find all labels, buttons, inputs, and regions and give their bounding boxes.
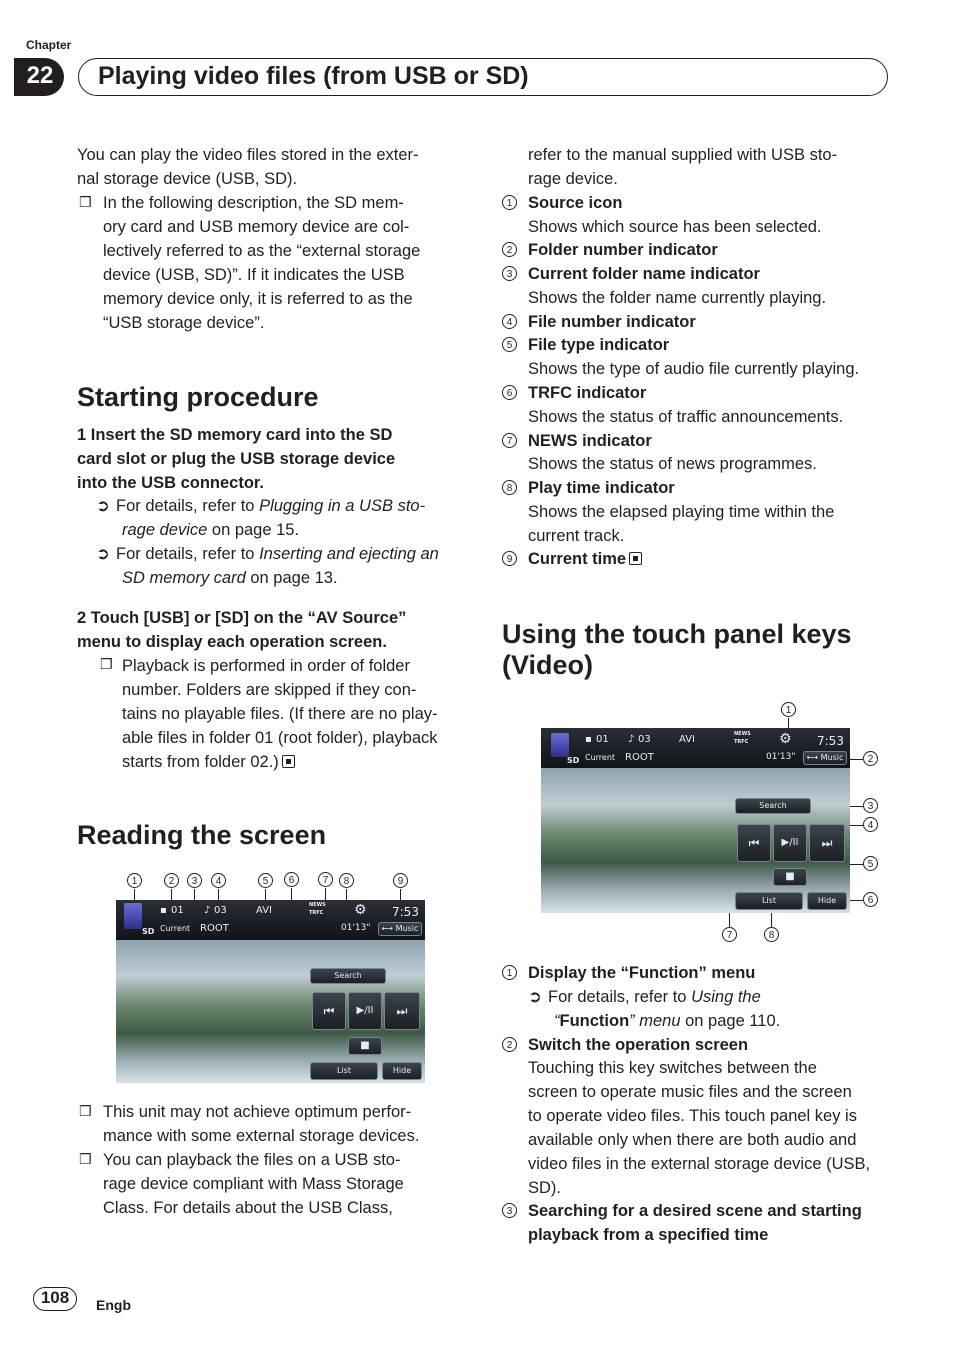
file-type: AVI <box>256 905 272 916</box>
ref-link: Plugging in a USB sto- <box>259 497 426 515</box>
ref-link: Inserting and ejecting an <box>259 545 439 563</box>
intro-line: nal storage device (USB, SD). <box>77 170 298 188</box>
callout-1: 1 <box>781 702 796 717</box>
step-line: 2 Touch [USB] or [SD] on the “AV Source” <box>77 609 407 627</box>
note-line: lectively referred to as the “external storage <box>103 242 421 260</box>
function-gear-icon[interactable]: ⚙ <box>354 902 367 918</box>
source-icon[interactable] <box>551 733 569 757</box>
intro-note <box>103 191 473 335</box>
item-description: Shows the elapsed playing time within the <box>528 503 835 521</box>
chapter-number: 22 <box>26 62 54 89</box>
source-icon[interactable] <box>124 903 142 929</box>
section-heading: Starting procedure <box>77 382 319 412</box>
item-number: 7 <box>502 433 517 448</box>
item-number: 8 <box>502 480 517 495</box>
file-number: 03 <box>214 905 227 916</box>
item-label: Display the “Function” menu <box>528 964 756 982</box>
page-number: 108 <box>40 1288 70 1307</box>
section-heading: Reading the screen <box>77 820 327 850</box>
item-description: Shows the folder name currently playing. <box>528 289 827 307</box>
arrow-icon: ➲ <box>528 988 542 1006</box>
ref-link: rage device <box>122 521 208 539</box>
list-button[interactable]: List <box>310 1062 378 1080</box>
usb-class-note <box>103 1148 473 1220</box>
step-line: into the USB connector. <box>77 474 265 492</box>
item-label: Folder number indicator <box>528 241 718 259</box>
item-number: 3 <box>502 1203 517 1218</box>
callout-2: 2 <box>863 751 878 766</box>
search-button[interactable]: Search <box>310 968 386 984</box>
ref-text: For details, refer to <box>116 545 260 563</box>
current-time: 7:53 <box>392 905 419 919</box>
callout-4: 4 <box>863 817 878 832</box>
callout-1: 1 <box>127 873 142 888</box>
callout-6: 6 <box>863 892 878 907</box>
switch-music-button[interactable]: ⟷ Music <box>803 751 847 765</box>
item-label: Searching for a desired scene and starting <box>528 1202 862 1220</box>
note-line: Playback is performed in order of folder <box>122 657 410 675</box>
play-pause-button[interactable]: ▶/II <box>348 992 382 1030</box>
item-label: File number indicator <box>528 313 696 331</box>
play-time: 01'13" <box>341 923 371 933</box>
desc-line: screen to operate music files and the screen <box>528 1083 852 1101</box>
note-line: rage device compliant with Mass Storage <box>103 1175 404 1193</box>
ref-text: For details, refer to <box>548 988 692 1006</box>
hide-button[interactable]: Hide <box>807 892 847 910</box>
heading-line: Using the touch panel keys <box>502 619 852 649</box>
note-line: mance with some external storage devices. <box>103 1127 420 1145</box>
folder-number: 01 <box>596 734 609 745</box>
note-line: number. Folders are skipped if they con- <box>122 681 417 699</box>
note-line: tains no playable files. (If there are no play- <box>122 705 438 723</box>
text-line: rage device. <box>528 170 618 188</box>
folder-name: ROOT <box>200 923 229 934</box>
source-label: SD <box>567 756 580 765</box>
previous-button[interactable]: ⏮ <box>737 824 771 862</box>
music-note-icon: ♪ <box>628 734 635 745</box>
continued-text <box>528 143 898 191</box>
item-number: 6 <box>502 385 517 400</box>
note-line: able files in folder 01 (root folder), playback <box>122 729 438 747</box>
news-indicator: NEWS <box>309 902 326 908</box>
section-heading <box>502 619 852 681</box>
bullet-square-icon: ❒ <box>79 1103 92 1119</box>
arrow-icon: ➲ <box>96 497 110 515</box>
item-label: playback from a specified time <box>528 1226 769 1244</box>
step-line: menu to display each operation screen. <box>77 633 387 651</box>
current-time: 7:53 <box>817 734 844 748</box>
playback-note <box>122 654 472 774</box>
file-type: AVI <box>679 734 695 745</box>
device-screen <box>541 728 850 913</box>
function-gear-icon[interactable]: ⚙ <box>779 731 792 747</box>
item-label: Current folder name indicator <box>528 265 760 283</box>
list-button[interactable]: List <box>735 892 803 910</box>
desc-line: Touching this key switches between the <box>528 1059 817 1077</box>
performance-note <box>103 1100 473 1148</box>
item-number: 4 <box>502 314 517 329</box>
item-label: NEWS indicator <box>528 432 652 450</box>
stop-button[interactable]: ■ <box>348 1037 382 1055</box>
news-indicator: NEWS <box>734 731 751 737</box>
function-reference <box>528 985 898 1033</box>
item-description: current track. <box>528 527 625 545</box>
desc-line: available only when there are both audio and <box>528 1131 857 1149</box>
device-screen <box>116 900 425 1083</box>
callout-9: 9 <box>393 873 408 888</box>
trfc-indicator: TRFC <box>309 910 324 916</box>
file-number: 03 <box>638 734 651 745</box>
item-label: Source icon <box>528 194 623 212</box>
arrow-icon: ➲ <box>96 545 110 563</box>
folder-number: 01 <box>171 905 184 916</box>
ref-link: Function <box>559 1012 630 1030</box>
item-number: 3 <box>502 266 517 281</box>
ref-link: ” menu <box>629 1012 681 1030</box>
status-bar <box>116 900 425 940</box>
play-time: 01'13" <box>766 752 796 762</box>
language-code: Engb <box>96 1297 131 1313</box>
hide-button[interactable]: Hide <box>382 1062 422 1080</box>
item-number: 5 <box>502 337 517 352</box>
desc-line: SD). <box>528 1179 561 1197</box>
heading-line: (Video) <box>502 650 594 680</box>
current-label: Current <box>160 924 191 933</box>
note-line: starts from folder 02.) <box>122 753 279 771</box>
switch-music-button[interactable]: ⟷ Music <box>378 922 422 936</box>
bullet-square-icon: ❒ <box>79 194 92 210</box>
text-line: refer to the manual supplied with USB sto- <box>528 146 838 164</box>
item-number: 1 <box>502 965 517 980</box>
callout-5: 5 <box>258 873 273 888</box>
folder-name: ROOT <box>625 752 654 763</box>
next-button[interactable]: ⏭ <box>384 992 420 1030</box>
ref-text: on page 110. <box>680 1012 781 1030</box>
ref-text: For details, refer to <box>116 497 260 515</box>
item-number: 1 <box>502 195 517 210</box>
ref-link: Using the <box>691 988 761 1006</box>
end-mark-icon <box>629 552 642 565</box>
bullet-square-icon: ❒ <box>79 1151 92 1167</box>
item-number: 2 <box>502 242 517 257</box>
play-pause-button[interactable]: ▶/II <box>773 824 807 862</box>
step-2 <box>77 606 467 654</box>
note-line: Class. For details about the USB Class, <box>103 1199 393 1217</box>
folder-icon: ▪ <box>585 734 592 745</box>
callout-8: 8 <box>764 927 779 942</box>
item-label: File type indicator <box>528 336 670 354</box>
ref-text: on page 15. <box>207 521 300 539</box>
item-number: 2 <box>502 1037 517 1052</box>
callout-5: 5 <box>863 856 878 871</box>
intro-text <box>77 143 467 191</box>
note-line: memory device only, it is referred to as the <box>103 290 413 308</box>
step-line: card slot or plug the USB storage device <box>77 450 396 468</box>
item-number: 9 <box>502 551 517 566</box>
search-button[interactable]: Search <box>735 798 811 814</box>
desc-line: to operate video files. This touch panel key is <box>528 1107 857 1125</box>
stop-button[interactable]: ■ <box>773 868 807 886</box>
item-label: Play time indicator <box>528 479 675 497</box>
callout-3: 3 <box>863 798 878 813</box>
source-label: SD <box>142 927 155 936</box>
note-line: device (USB, SD)”. If it indicates the USB <box>103 266 405 284</box>
trfc-indicator: TRFC <box>734 739 749 745</box>
chapter-label: Chapter <box>26 38 72 52</box>
item-description: Shows which source has been selected. <box>528 218 822 236</box>
note-line: In the following description, the SD mem- <box>103 194 404 212</box>
current-label: Current <box>585 753 616 762</box>
note-line: This unit may not achieve optimum perfor- <box>103 1103 412 1121</box>
step-line: 1 Insert the SD memory card into the SD <box>77 426 393 444</box>
item-description: Shows the status of traffic announcements. <box>528 408 844 426</box>
previous-button[interactable]: ⏮ <box>312 992 346 1030</box>
item-label: TRFC indicator <box>528 384 647 402</box>
callout-8: 8 <box>339 873 354 888</box>
status-bar <box>541 728 850 768</box>
item-description: Shows the status of news programmes. <box>528 455 817 473</box>
callout-6: 6 <box>284 872 299 887</box>
note-line: “USB storage device”. <box>103 314 265 332</box>
ref-text: on page 13. <box>245 569 338 587</box>
item-description <box>528 1056 896 1200</box>
step-1 <box>77 423 467 495</box>
note-line: ory card and USB memory device are col- <box>103 218 410 236</box>
ref-link: SD memory card <box>122 569 246 587</box>
item-label: Current time <box>528 550 627 568</box>
intro-line: You can play the video files stored in the exter- <box>77 146 419 164</box>
bullet-square-icon: ❒ <box>100 656 113 672</box>
callout-7: 7 <box>318 872 333 887</box>
item-label: Switch the operation screen <box>528 1036 749 1054</box>
desc-line: video files in the external storage device (USB, <box>528 1155 871 1173</box>
reference-2 <box>96 542 476 590</box>
ref-link: “ <box>554 1012 560 1030</box>
music-note-icon: ♪ <box>204 905 211 916</box>
end-mark-icon <box>282 755 295 768</box>
reference-1 <box>96 494 476 542</box>
callout-7: 7 <box>722 927 737 942</box>
chapter-title: Playing video files (from USB or SD) <box>98 62 529 90</box>
callout-4: 4 <box>211 873 226 888</box>
item-description: Shows the type of audio file currently playing. <box>528 360 860 378</box>
folder-icon: ▪ <box>160 905 167 916</box>
callout-2: 2 <box>164 873 179 888</box>
callout-3: 3 <box>187 873 202 888</box>
note-line: You can playback the files on a USB sto- <box>103 1151 401 1169</box>
next-button[interactable]: ⏭ <box>809 824 845 862</box>
